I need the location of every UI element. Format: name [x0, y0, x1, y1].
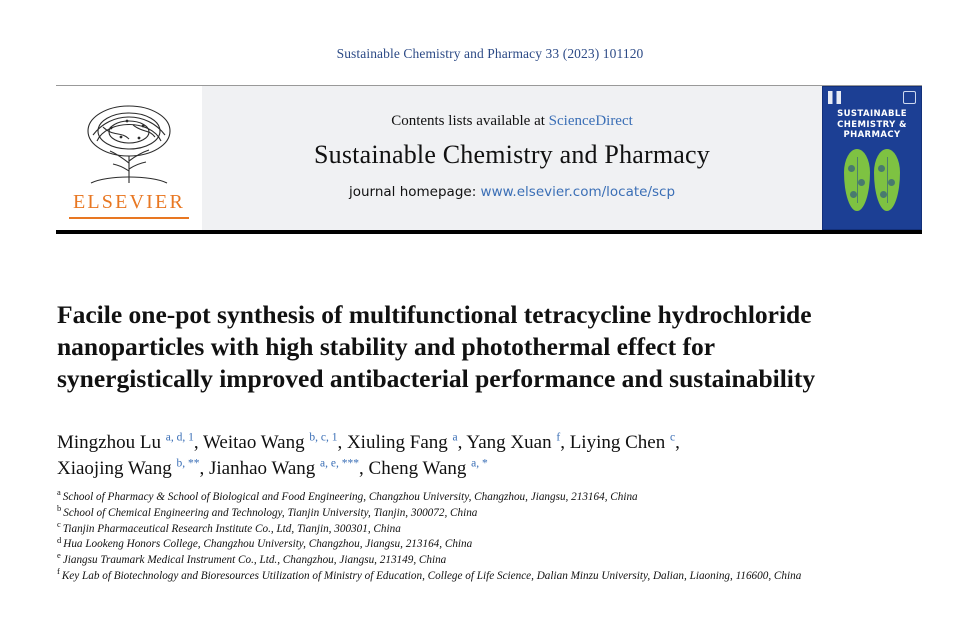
author-name: Liying Chen — [569, 432, 670, 453]
affiliation-text: School of Pharmacy & School of Biological and Food Engineering, Changzhou University, Changzhou, Jiangsu, 213164, China — [62, 491, 638, 503]
author-name: Cheng Wang — [368, 458, 472, 479]
elsevier-logo — [56, 86, 202, 230]
affiliation-list — [57, 487, 817, 585]
author-name: Jianhao Wang — [209, 458, 321, 479]
author-list — [57, 430, 857, 482]
affiliation-text: Jiangsu Traumark Medical Instrument Co., Ltd., Changzhou, Jiangsu, 213149, China — [62, 554, 447, 567]
author-separator: , — [199, 458, 209, 479]
homepage-prefix: journal homepage: — [348, 183, 477, 200]
cover-topbar — [828, 91, 916, 104]
journal-band — [202, 86, 822, 230]
author-name: Yang Xuan — [466, 432, 557, 453]
leaf-icon-right — [874, 149, 900, 211]
journal-title: Sustainable Chemistry and Pharmacy — [313, 139, 710, 169]
cover-artwork — [823, 149, 921, 221]
author-affiliation-mark: f — [556, 431, 561, 444]
author-separator: , — [457, 432, 467, 453]
author-separator: , — [560, 432, 570, 453]
running-head: Sustainable Chemistry and Pharmacy 33 (2023) 101120 — [336, 46, 644, 61]
contents-line — [391, 113, 633, 130]
homepage-line — [349, 184, 675, 200]
elsevier-tree-icon — [77, 101, 181, 189]
elsevier-rule — [69, 217, 189, 219]
affiliation-item — [57, 487, 817, 506]
affiliation-text: School of Chemical Engineering and Technology, Tianjin University, Tianjin, 300072, China — [63, 506, 478, 519]
author-separator: , — [337, 432, 347, 453]
qr-code-icon — [828, 91, 841, 104]
author-affiliation-mark: a — [452, 431, 458, 444]
affiliation-item — [57, 534, 817, 553]
author-affiliation-mark: c — [669, 431, 676, 444]
affiliation-item — [57, 566, 817, 585]
affiliation-mark: c — [57, 518, 61, 529]
author-affiliation-mark: b, c, 1 — [309, 431, 338, 444]
affiliation-item — [57, 550, 817, 569]
page-title: Facile one-pot synthesis of multifunctional tetracycline hydrochloride nanoparticles with high stability and photothermal effect for synergistically improved antibacterial performance and sustainability — [57, 300, 816, 394]
journal-homepage-link[interactable]: www.elsevier.com/locate/scp — [480, 183, 676, 200]
journal-masthead — [56, 85, 922, 230]
masthead-bottom-rule — [56, 230, 922, 234]
author-affiliation-mark: a, * — [471, 457, 488, 470]
author-name: Weitao Wang — [203, 432, 310, 453]
author-line-1 — [57, 430, 857, 456]
affiliation-mark: a — [57, 487, 61, 498]
cover-badge-icon — [903, 91, 916, 104]
journal-cover-thumbnail — [822, 86, 922, 230]
affiliation-item — [57, 503, 817, 522]
elsevier-wordmark: ELSEVIER — [72, 191, 186, 213]
author-affiliation-mark: a, e, *** — [320, 457, 360, 470]
author-name: Xiuling Fang — [346, 432, 453, 453]
author-name: Xiaojing Wang — [57, 458, 177, 479]
leaf-icon-left — [844, 149, 870, 211]
author-name: Mingzhou Lu — [57, 432, 166, 453]
cover-title: SUSTAINABLE CHEMISTRY & PHARMACY — [837, 109, 907, 140]
affiliation-mark: f — [57, 566, 60, 577]
affiliation-item — [57, 518, 817, 538]
author-affiliation-mark: a, d, 1 — [165, 431, 194, 444]
author-line-2 — [57, 456, 857, 482]
contents-prefix: Contents lists available at — [391, 112, 545, 129]
affiliation-mark: d — [57, 534, 62, 545]
affiliation-text: Key Lab of Biotechnology and Bioresources Utilization of Ministry of Education, College of Life Science, Dalian Minzu University, Dalian, Liaoning, 116600, China — [61, 569, 802, 582]
author-separator: , — [193, 432, 203, 453]
affiliation-mark: e — [57, 550, 61, 561]
affiliation-mark: b — [57, 503, 62, 514]
sciencedirect-link[interactable]: ScienceDirect — [548, 112, 633, 129]
author-separator: , — [675, 432, 680, 453]
author-affiliation-mark: b, ** — [176, 457, 200, 470]
affiliation-text: Tianjin Pharmaceutical Research Institute Co., Ltd, Tianjin, 300301, China — [62, 522, 401, 535]
author-separator: , — [359, 458, 369, 479]
affiliation-text: Hua Lookeng Honors College, Changzhou University, Changzhou, Jiangsu, 213164, China — [63, 538, 473, 551]
